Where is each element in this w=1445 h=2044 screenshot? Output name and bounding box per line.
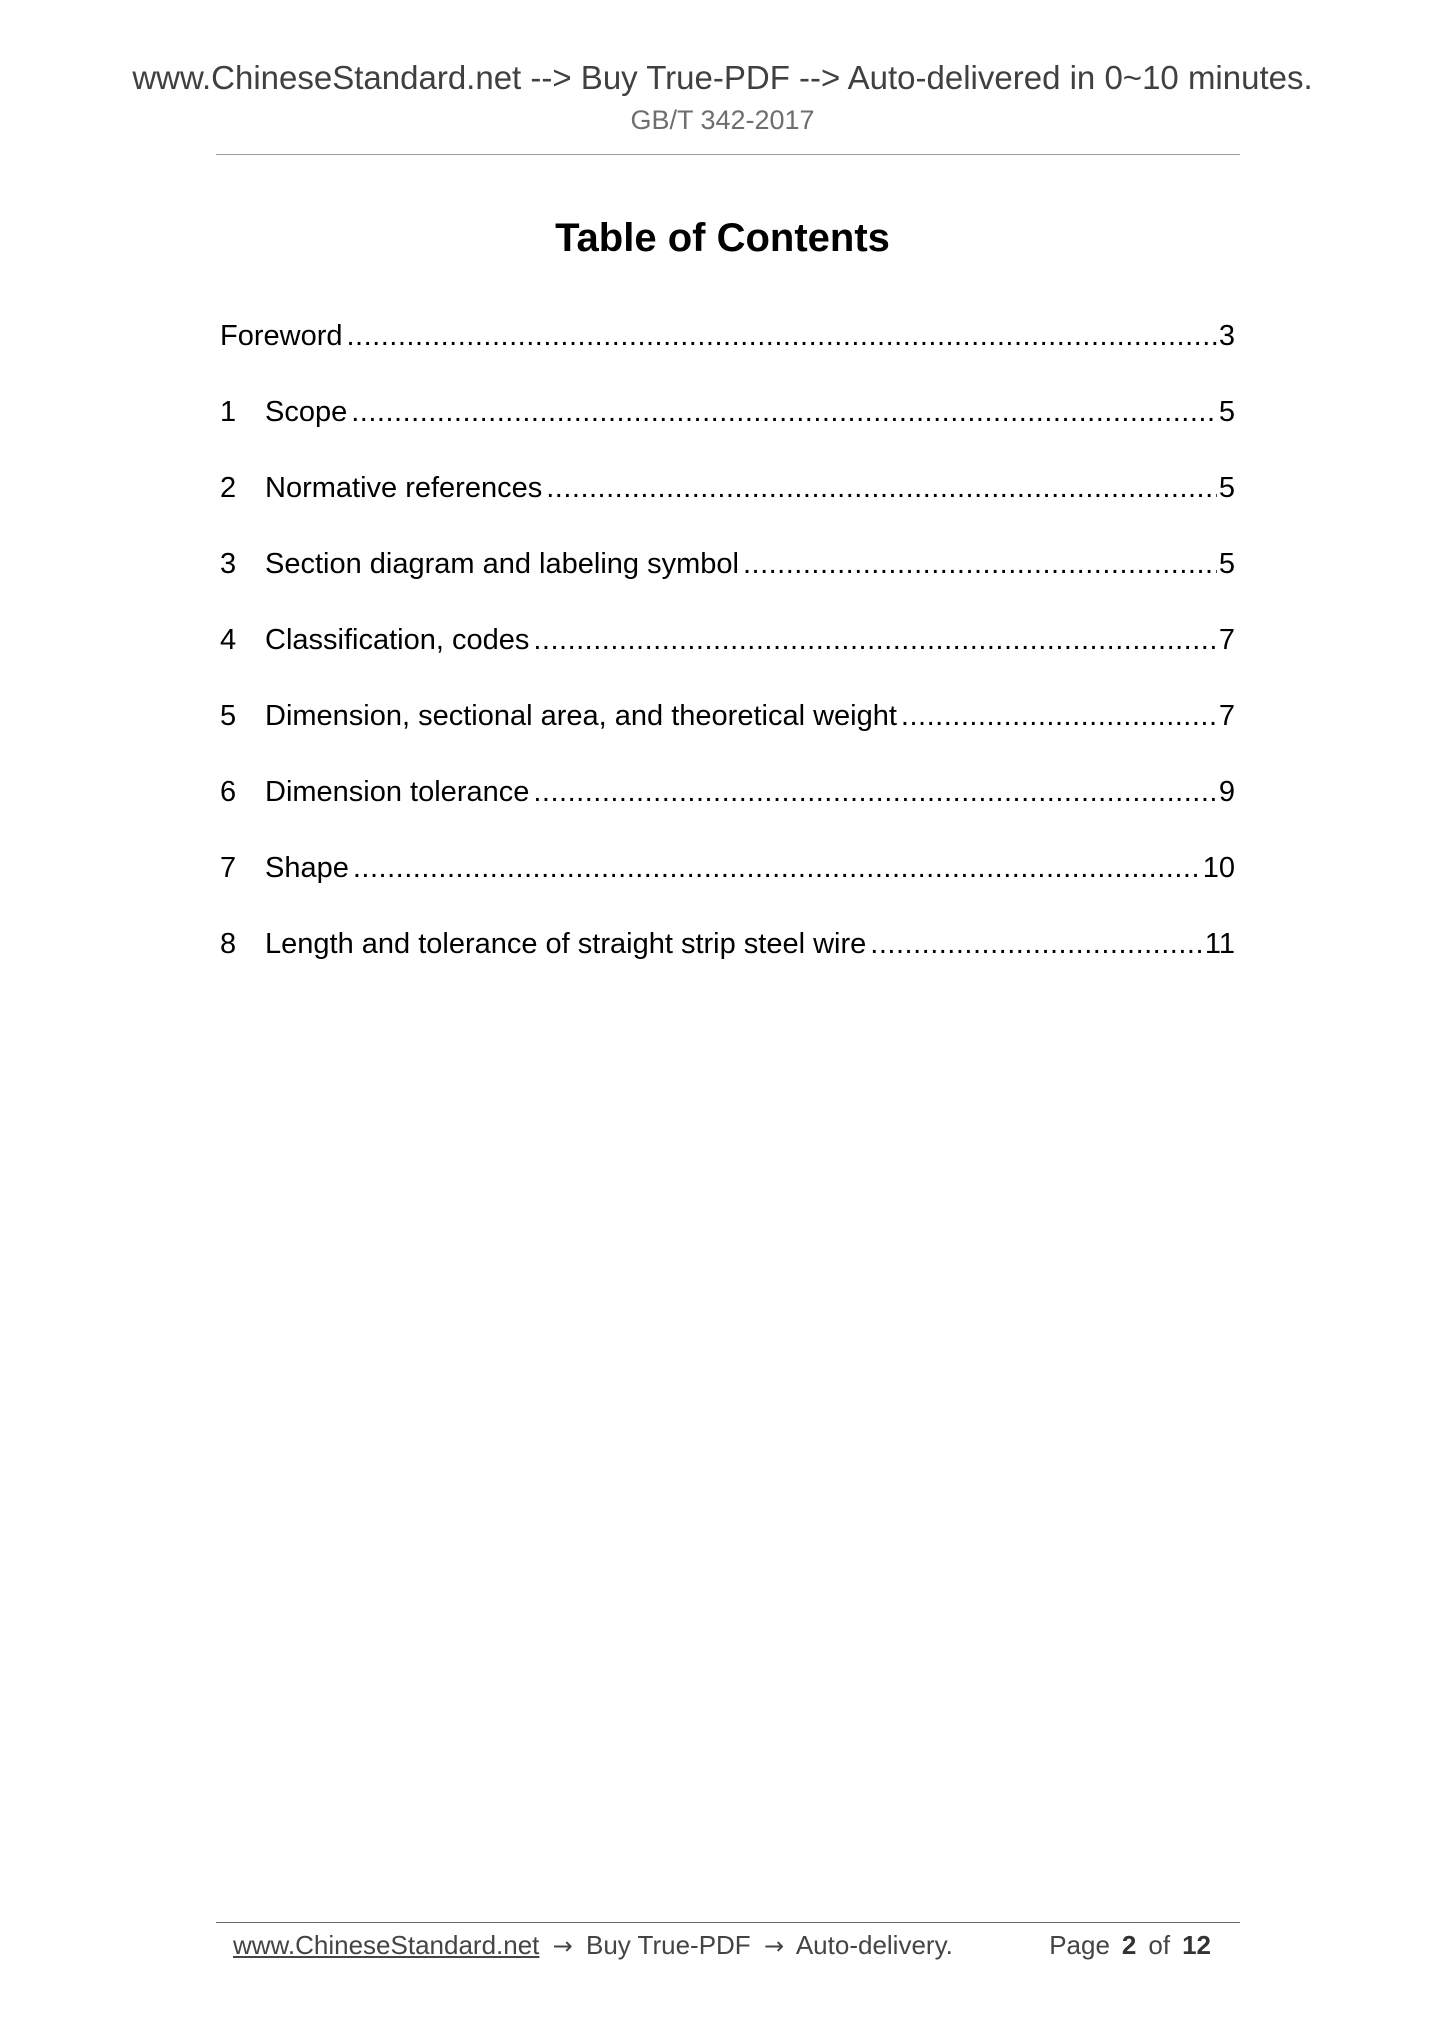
toc-entry-page: 7: [1218, 624, 1235, 656]
footer-buy-text: Buy True-PDF: [585, 1930, 751, 1960]
toc-entry-length-tolerance[interactable]: [220, 924, 1235, 964]
toc-dot-leader: [351, 392, 1217, 432]
toc-entry-label: Section diagram and labeling symbol: [265, 548, 739, 580]
toc-entry-foreword[interactable]: [220, 316, 1235, 356]
toc-entry-classification[interactable]: [220, 620, 1235, 660]
page-total: 12: [1182, 1930, 1211, 1960]
arrow-right-icon: →: [552, 1932, 573, 1960]
toc-entry-number: 4: [220, 624, 237, 656]
toc-dot-leader: [533, 620, 1217, 660]
toc-entry-page: 3: [1218, 320, 1235, 352]
toc-entry-shape[interactable]: [220, 848, 1235, 888]
toc-entry-section-diagram[interactable]: [220, 544, 1235, 584]
toc-entry-dimension-tolerance[interactable]: [220, 772, 1235, 812]
toc-entry-scope[interactable]: [220, 392, 1235, 432]
arrow-right-icon: →: [763, 1932, 785, 1960]
toc-entry-page: 9: [1218, 776, 1235, 808]
toc-entry-label: Scope: [265, 396, 348, 428]
toc-dot-leader: [546, 468, 1217, 508]
toc-entry-label: Length and tolerance of straight strip steel wire: [265, 928, 867, 960]
footer-delivery-text: Auto-delivery.: [795, 1930, 953, 1960]
header-divider: [216, 154, 1240, 155]
page-footer: [233, 1925, 1223, 1965]
toc-entry-label: Shape: [265, 852, 349, 884]
toc-entry-page: 5: [1218, 396, 1235, 428]
toc-entry-dimension[interactable]: [220, 696, 1235, 736]
toc-entry-number: 6: [220, 776, 237, 808]
toc-dot-leader: [870, 924, 1203, 964]
toc-dot-leader: [743, 544, 1217, 584]
toc-dot-leader: [533, 772, 1217, 812]
page-word: Page: [1049, 1930, 1110, 1960]
toc-entry-number: 8: [220, 928, 237, 960]
toc-entry-number: 2: [220, 472, 237, 504]
toc-dot-leader: [353, 848, 1201, 888]
toc-entry-page: 5: [1218, 472, 1235, 504]
footer-divider: [216, 1922, 1240, 1923]
toc-entry-label: Classification, codes: [265, 624, 530, 656]
toc-entry-page: 11: [1204, 928, 1235, 960]
toc-entry-label: Dimension tolerance: [265, 776, 530, 808]
page-indicator: [1049, 1925, 1211, 1965]
toc-entry-page: 10: [1202, 852, 1235, 884]
toc-entry-number: 1: [220, 396, 237, 428]
page-header: [0, 56, 1445, 138]
toc-dot-leader: [901, 696, 1217, 736]
page-current: 2: [1121, 1930, 1137, 1960]
toc-entry-label: Foreword: [220, 320, 343, 352]
of-word: of: [1148, 1930, 1171, 1960]
toc-entry-label: Dimension, sectional area, and theoretical weight: [265, 700, 897, 732]
toc-dot-leader: [347, 316, 1217, 356]
footer-site-link[interactable]: www.ChineseStandard.net: [233, 1930, 540, 1960]
toc-entry-label: Normative references: [265, 472, 543, 504]
toc-title: Table of Contents: [555, 216, 890, 260]
toc-entry-page: 5: [1218, 548, 1235, 580]
toc-entry-number: 5: [220, 700, 237, 732]
toc-entry-page: 7: [1218, 700, 1235, 732]
toc-entry-number: 7: [220, 852, 237, 884]
toc-entry-number: 3: [220, 548, 237, 580]
header-link-line[interactable]: www.ChineseStandard.net --> Buy True-PDF --> Auto-delivered in 0~10 minutes.: [132, 59, 1313, 96]
standard-number: GB/T 342-2017: [630, 105, 815, 135]
toc-entry-normative-references[interactable]: [220, 468, 1235, 508]
